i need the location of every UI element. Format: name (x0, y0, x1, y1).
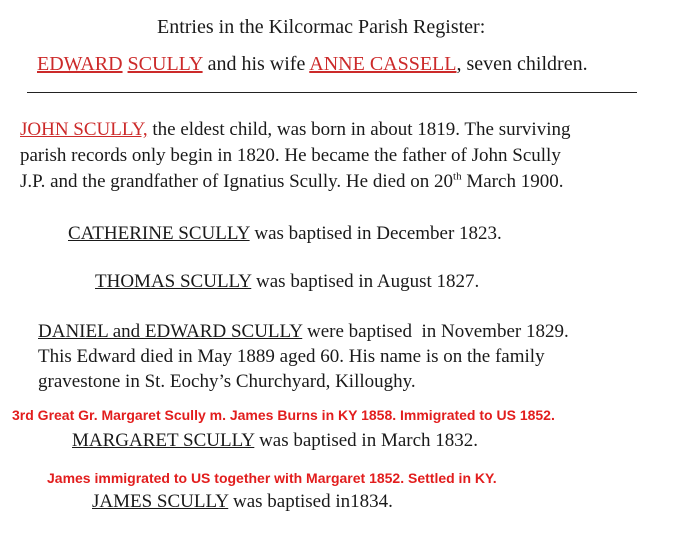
margaret-entry (72, 429, 478, 453)
daniel-edward-name: DANIEL and EDWARD SCULLY (38, 321, 303, 342)
john-line-3 (20, 170, 563, 194)
james-text: was baptised in1834. (232, 491, 393, 512)
john-text-3-end: March 1900. (466, 171, 564, 192)
margaret-note: 3rd Great Gr. Margaret Scully m. James Burns in KY 1858. Immigrated to US 1852. (12, 407, 555, 423)
divider-rule (27, 92, 637, 93)
john-line-1 (20, 118, 570, 142)
john-line-2: parish records only begin in 1820. He became the father of John Scully (20, 145, 561, 166)
catherine-entry (68, 222, 502, 246)
john-text-3: J.P. and the grandfather of Ignatius Scully. He died on 20 (20, 171, 454, 192)
parents-line (37, 52, 588, 76)
thomas-entry (95, 270, 479, 294)
james-note: James immigrated to US together with Margaret 1852. Settled in KY. (47, 470, 497, 486)
daniel-edward-line-3: gravestone in St. Eochy’s Churchyard, Killoughy. (38, 371, 416, 392)
father-last-name: SCULLY (127, 53, 203, 75)
daniel-edward-text-1: were baptised in November 1829. (307, 321, 569, 342)
john-text-1: the eldest child, was born in about 1819. The surviving (152, 119, 571, 140)
thomas-name: THOMAS SCULLY (95, 271, 252, 292)
james-entry (92, 490, 393, 514)
father-first-name: EDWARD (37, 53, 123, 75)
daniel-edward-line-1 (38, 320, 569, 344)
parents-tail: , seven children. (456, 53, 588, 75)
john-superscript: th (453, 170, 462, 183)
thomas-text: was baptised in August 1827. (256, 271, 480, 292)
mother-name: ANNE CASSELL (309, 53, 457, 75)
register-title: Entries in the Kilcormac Parish Register: (157, 16, 486, 38)
catherine-name: CATHERINE SCULLY (68, 223, 250, 244)
margaret-name: MARGARET SCULLY (72, 430, 255, 451)
daniel-edward-line-2: This Edward died in May 1889 aged 60. His name is on the family (38, 346, 545, 367)
john-name: JOHN SCULLY, (20, 119, 148, 140)
parents-connector: and his wife (207, 53, 306, 75)
james-name: JAMES SCULLY (92, 491, 229, 512)
catherine-text: was baptised in December 1823. (254, 223, 502, 244)
margaret-text: was baptised in March 1832. (259, 430, 479, 451)
